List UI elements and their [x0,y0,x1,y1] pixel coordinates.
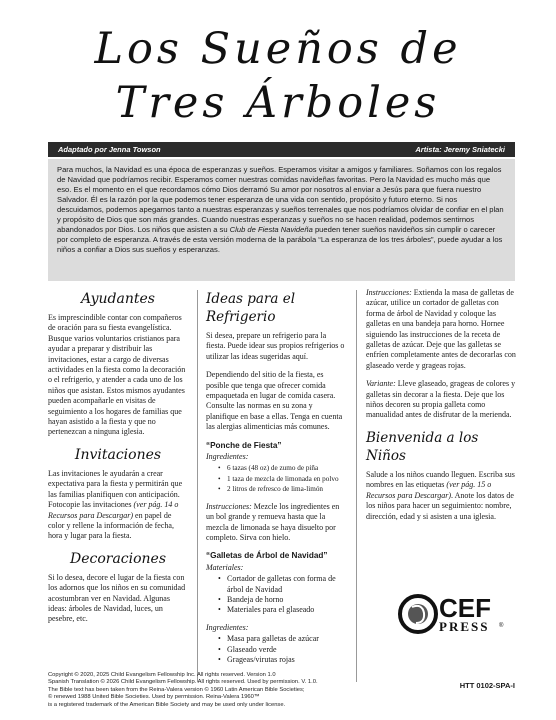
cookies-ingredients-list [218,634,346,665]
list-item: • Glaseado verde [218,645,346,655]
list-item: • Grageas/virutas rojas [218,655,346,665]
intro-text-2: pueden tener sueños navideños sin cumplir o carecer por completo de esperanza. A través de esta versión moderna de la parábola “La esperanza de los tres árboles”, puede ayudar a los niños a confiar a Dios sus sueños y esperanzas. [57,225,503,254]
column-middle [206,288,346,672]
helpers-text: Es imprescindible contar con compañeros de oración para su fiesta evangelística. Busque varios voluntarios cristianos para ayudar a preparar y distribuir las invitaciones, estar a cargo de diversas actividades en la fiesta como la decoración o el refrigerio, y atender a cada uno de los niños que asistan. Estos mismos ayudantes pueden acompañarle en visitas de seguimiento a los hogares de familias que hayan asistido a la fiesta y que no pertenezcan a ninguna iglesia. [48,313,186,437]
logo-cef-text: CEF [439,593,491,623]
punch-title: “Ponche de Fiesta” [206,440,282,450]
snacks-notes: Dependiendo del sitio de la fiesta, es posible que tenga que ofrecer comida empaquetada en lugar de comida casera. Consulte las normas en su zona y planifique en base a ellas. Tenga en cuenta las alergias alimenticias más comunes. [206,370,343,432]
list-item: • 2 litros de refresco de lima-limón [218,484,346,494]
welcome-ref: (ver pág. 15 o Recursos para Descargar) [366,480,492,500]
cef-press-logo-icon [398,593,508,635]
list-item: • Masa para galletas de azúcar [218,634,346,644]
welcome-text-2: . Anote los datos de los niños para hacer un seguimiento: nombre, dirección, edad y si asisten a una iglesia. [366,490,514,521]
copyright-footer [48,672,438,709]
artist-credit: Artista: Jeremy Sniatecki [415,145,505,154]
cookies-materials-label: Materiales: [206,562,244,572]
invitations-text-2: en papel de color y rellene la información de fecha, hora y lugar para la fiesta. [48,510,174,541]
cookies-variant [366,379,516,421]
welcome-heading: Bienvenida a los Niños [366,429,479,464]
welcome-text-1: Salude a los niños cuando lleguen. Escriba sus nombres en las etiquetas [366,469,515,490]
list-item: • 6 tazas (48 oz) de zumo de piña [218,463,346,473]
column-right [366,288,516,530]
punch-instructions-label: Instrucciones: [206,501,252,511]
punch-instructions-text: Mezcle los ingredientes en un bol grande y remueva hasta que la mezcla de limonada se haya disuelto por completo. Sirva con hielo. [206,501,340,542]
column-left [48,288,188,633]
intro-box [48,159,515,281]
logo-registered-mark: ® [499,623,504,629]
invitations-heading: Invitaciones [74,446,162,463]
snacks-intro: Si desea, prepare un refrigerio para la fiesta. Puede idear sus propios refrigerios o utilizar las ideas sugeridas aquí. [206,331,345,361]
page-title-line-1: Los Sueños de [94,24,462,74]
footer-line-5: is a registered trademark of the American Bible Society and may be used only under license. [48,701,286,708]
snacks-heading: Ideas para el Refrigerio [206,291,296,325]
cookies-instructions-label: Instrucciones: [366,288,412,297]
credit-bar [48,142,515,157]
document-code: HTT 0102-SPA-I [459,681,515,690]
list-item: • Materiales para el glaseado [218,605,346,615]
decorations-heading: Decoraciones [69,550,167,567]
cookies-variant-text: Lleve glaseado, grageas de colores y galletas sin decorar a la fiesta. Deje que los niños decoren su propia galleta como manualidad antes de disfrutar de la merienda. [366,379,516,420]
cookies-ingredients-label: Ingredientes: [206,622,249,632]
footer-line-3: The Bible text has been taken from the Reina-Valera version © 1960 Latin American Bible Societies; [48,686,305,693]
punch-ingredients-label: Ingredientes: [206,452,249,462]
list-item: • 1 taza de mezcla de limonada en polvo [218,474,346,484]
decorations-text: Si lo desea, decore el lugar de la fiesta con los adornos que los niños en su comunidad acostumbran ver en Navidad. Algunas ideas: árboles de Navidad, luces, un pesebre, etc. [48,572,186,624]
invitations-ref: (ver pág. 14 o Recursos para Descargar) [48,500,179,520]
adapted-by: Adaptado por Jenna Towson [58,145,161,154]
helpers-heading: Ayudantes [81,291,155,307]
intro-club-name: Club de Fiesta Navideña [229,225,313,234]
list-item: • Cortador de galletas con forma de árbol de Navidad [218,574,346,595]
page-title-line-2: Tres Árboles [115,78,441,128]
cookies-instructions-text: Extienda la masa de galletas de azúcar, utilice un cortador de galletas con forma de árbol de Navidad y coloque las galletas en una bandeja para horno. Hornee siguiendo las instrucciones de la receta de galletas de azúcar. Deje que las galletas se enfríen completamente antes de decorarlas con glaseado verde y grageas rojas. [366,288,516,370]
list-item: • Bandeja de horno [218,595,346,605]
cef-press-logo [398,593,508,635]
cookies-instructions [366,288,516,371]
logo-press-text: PRESS [439,619,490,634]
footer-line-1: Copyright © 2020, 2025 Child Evangelism Fellowship Inc. All rights reserved. Version 1.0 [48,672,276,678]
column-divider-1 [197,290,198,682]
cookies-title: “Galletas de Árbol de Navidad” [206,551,328,561]
invitations-text-1: Las invitaciones le ayudarán a crear expectativa para la fiesta y permitirán que las familias planifiquen con anticipación. Fotocopie las invitaciones [48,468,183,510]
column-divider-2 [356,290,357,682]
cookies-variant-label: Variante: [366,379,396,389]
intro-text-1: Para muchos, la Navidad es una época de esperanzas y sueños. Esperamos visitar a amigos y familiares. Soñamos con los regalos de Navidad que podríamos recibir. Esperamos comer nuestras comidas navideñas favoritas. Pero la Navidad es mucho más que eso. Es el momento en el que recordamos cómo Dios derramó Su amor por nosotros al enviar a Jesús para que fuera nuestro Salvador. Él es la razón por la que podemos tener esperanza de una vida con sentido, propósito y futuro eterno. Si nos descuidamos, podemos apegarnos tanto a nuestras esperanzas y sueños terrenales que nos podríamos olvidar de confiar en el plan y propósito de Dios que son más grandes. Cuando nuestras esperanzas y sueños no se hacen realidad, podemos sentirnos abandonados por Dios. Los niños que asisten a su [57,165,504,234]
footer-line-2: Spanish Translation © 2026 Child Evangelism Fellowship. All rights reserved. Used by permission. V. 1.0. [48,679,318,686]
punch-instructions [206,502,346,544]
footer-line-4: © renewed 1988 United Bible Societies. Used by permission. Reina-Valera 1960™ [48,694,260,701]
welcome-paragraph [366,470,516,522]
punch-ingredients-list [218,463,346,494]
cookies-materials-list [218,574,346,616]
invitations-paragraph [48,469,188,542]
